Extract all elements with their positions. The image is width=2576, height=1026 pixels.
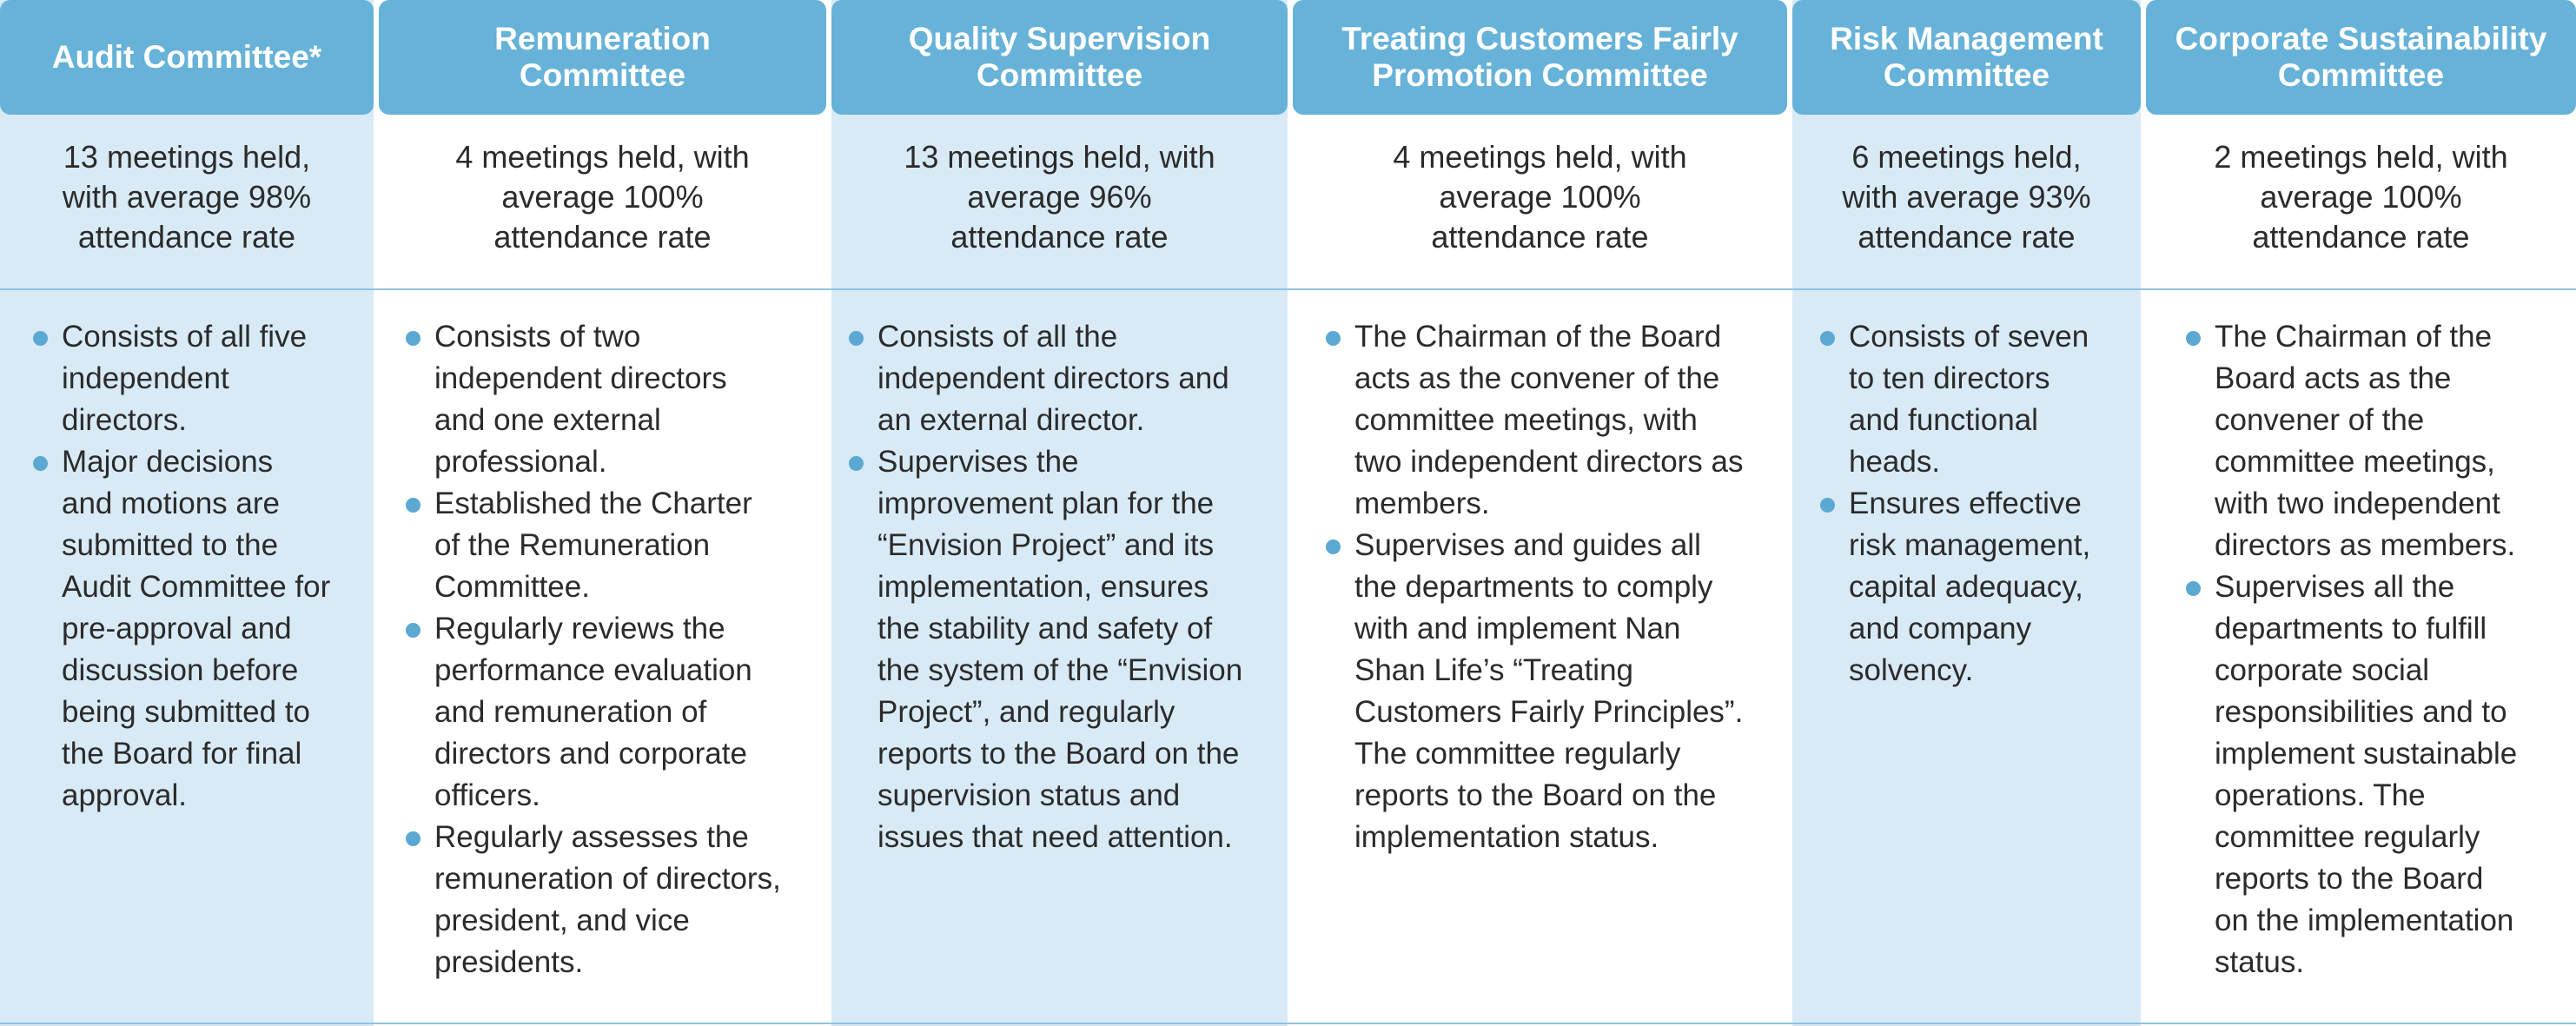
committee-header: Treating Customers Fairly Promotion Committee bbox=[1293, 0, 1787, 115]
duty-text: Regularly reviews the performance evaluation and remuneration of directors and corporate officers. bbox=[434, 612, 752, 812]
duty-text: Consists of all five independent directors. bbox=[62, 320, 308, 437]
list-item bbox=[849, 441, 1283, 858]
bullet-dot-icon bbox=[406, 831, 421, 846]
list-item bbox=[1326, 316, 1785, 525]
duties-list bbox=[406, 316, 823, 983]
list-item bbox=[1820, 483, 2137, 692]
committee-header: Quality Supervision Committee bbox=[831, 0, 1288, 115]
bullet-dot-icon bbox=[1326, 539, 1341, 554]
bullet-dot-icon bbox=[406, 498, 421, 513]
bullet-dot-icon bbox=[33, 331, 48, 346]
committee-header: Risk Management Committee bbox=[1792, 0, 2141, 115]
list-item bbox=[406, 608, 823, 817]
duties-list bbox=[2186, 316, 2573, 983]
meetings-summary: 13 meetings held, with average 96% attendance rate bbox=[904, 139, 1215, 255]
list-item bbox=[33, 441, 368, 817]
meetings-summary: 4 meetings held, with average 100% attendance rate bbox=[1393, 139, 1687, 255]
bullet-dot-icon bbox=[1820, 331, 1835, 346]
bullet-dot-icon bbox=[2186, 581, 2201, 596]
duty-text: Supervises the improvement plan for the “Envision Project” and its implementation, ensures the stability and safety of the system of the “Envision Project”, and regularly reports to the Board on the supervision status and issues that need attention. bbox=[877, 445, 1243, 854]
committee-column-risk-management bbox=[1792, 0, 2141, 1026]
duty-text: Supervises all the departments to fulfill corporate social responsibilities and to implement sustainable operations. The committee regularly reports to the Board on the implementation status. bbox=[2215, 570, 2518, 979]
duty-text: Supervises and guides all the departments to comply with and implement Nan Shan Life’s “Treating Customers Fairly Principles”. The committee regularly reports to the Board on the implementation status. bbox=[1354, 528, 1744, 854]
list-item bbox=[1820, 316, 2137, 483]
list-item bbox=[406, 316, 823, 483]
list-item bbox=[33, 316, 368, 441]
duty-text: Ensures effective risk management, capital adequacy, and company solvency. bbox=[1849, 487, 2091, 687]
duty-text: Regularly assesses the remuneration of directors, president, and vice presidents. bbox=[434, 820, 781, 979]
list-item bbox=[2186, 566, 2573, 983]
duties-list bbox=[33, 316, 368, 817]
committee-column-audit bbox=[0, 0, 374, 1026]
bullet-dot-icon bbox=[849, 456, 864, 471]
committee-header: Remuneration Committee bbox=[379, 0, 826, 115]
committee-header: Corporate Sustainability Committee bbox=[2146, 0, 2576, 115]
duty-text: Consists of two independent directors and one external professional. bbox=[434, 320, 727, 479]
duty-text: Established the Charter of the Remuneration Committee. bbox=[434, 487, 752, 604]
committee-column-treating-customers-fairly bbox=[1293, 0, 1787, 1026]
meetings-summary: 6 meetings held, with average 93% attendance rate bbox=[1842, 139, 2091, 255]
duties-list bbox=[1820, 316, 2137, 692]
duty-text: Consists of all the independent directors and an external director. bbox=[877, 320, 1229, 437]
meetings-summary: 4 meetings held, with average 100% attendance rate bbox=[455, 139, 750, 255]
duty-text: The Chairman of the Board acts as the convener of the committee meetings, with two independent directors as members. bbox=[2215, 320, 2516, 562]
committee-column-corporate-sustainability bbox=[2146, 0, 2576, 1026]
list-item bbox=[2186, 316, 2573, 566]
list-item bbox=[849, 316, 1283, 441]
duty-text: Major decisions and motions are submitted to the Audit Committee for pre-approval and discussion before being submitted to the Board for final approval. bbox=[62, 445, 331, 812]
section-divider bbox=[0, 288, 2576, 290]
committee-column-remuneration bbox=[379, 0, 826, 1026]
meetings-summary: 13 meetings held, with average 98% attendance rate bbox=[62, 139, 312, 255]
duty-text: The Chairman of the Board acts as the convener of the committee meetings, with two independent directors as members. bbox=[1354, 320, 1744, 520]
duty-text: Consists of seven to ten directors and functional heads. bbox=[1849, 320, 2089, 479]
bullet-dot-icon bbox=[2186, 331, 2201, 346]
bullet-dot-icon bbox=[849, 331, 864, 346]
duties-list bbox=[1326, 316, 1785, 858]
duties-list bbox=[849, 316, 1283, 858]
bullet-dot-icon bbox=[1820, 498, 1835, 513]
list-item bbox=[406, 483, 823, 608]
bullet-dot-icon bbox=[406, 623, 421, 638]
meetings-summary: 2 meetings held, with average 100% attendance rate bbox=[2214, 139, 2508, 255]
bullet-dot-icon bbox=[406, 331, 421, 346]
bullet-dot-icon bbox=[1326, 331, 1341, 346]
list-item bbox=[406, 817, 823, 983]
committee-header: Audit Committee* bbox=[0, 0, 374, 115]
bottom-border bbox=[0, 1023, 2576, 1024]
committee-column-quality-supervision bbox=[831, 0, 1288, 1026]
bullet-dot-icon bbox=[33, 456, 48, 471]
list-item bbox=[1326, 525, 1785, 858]
